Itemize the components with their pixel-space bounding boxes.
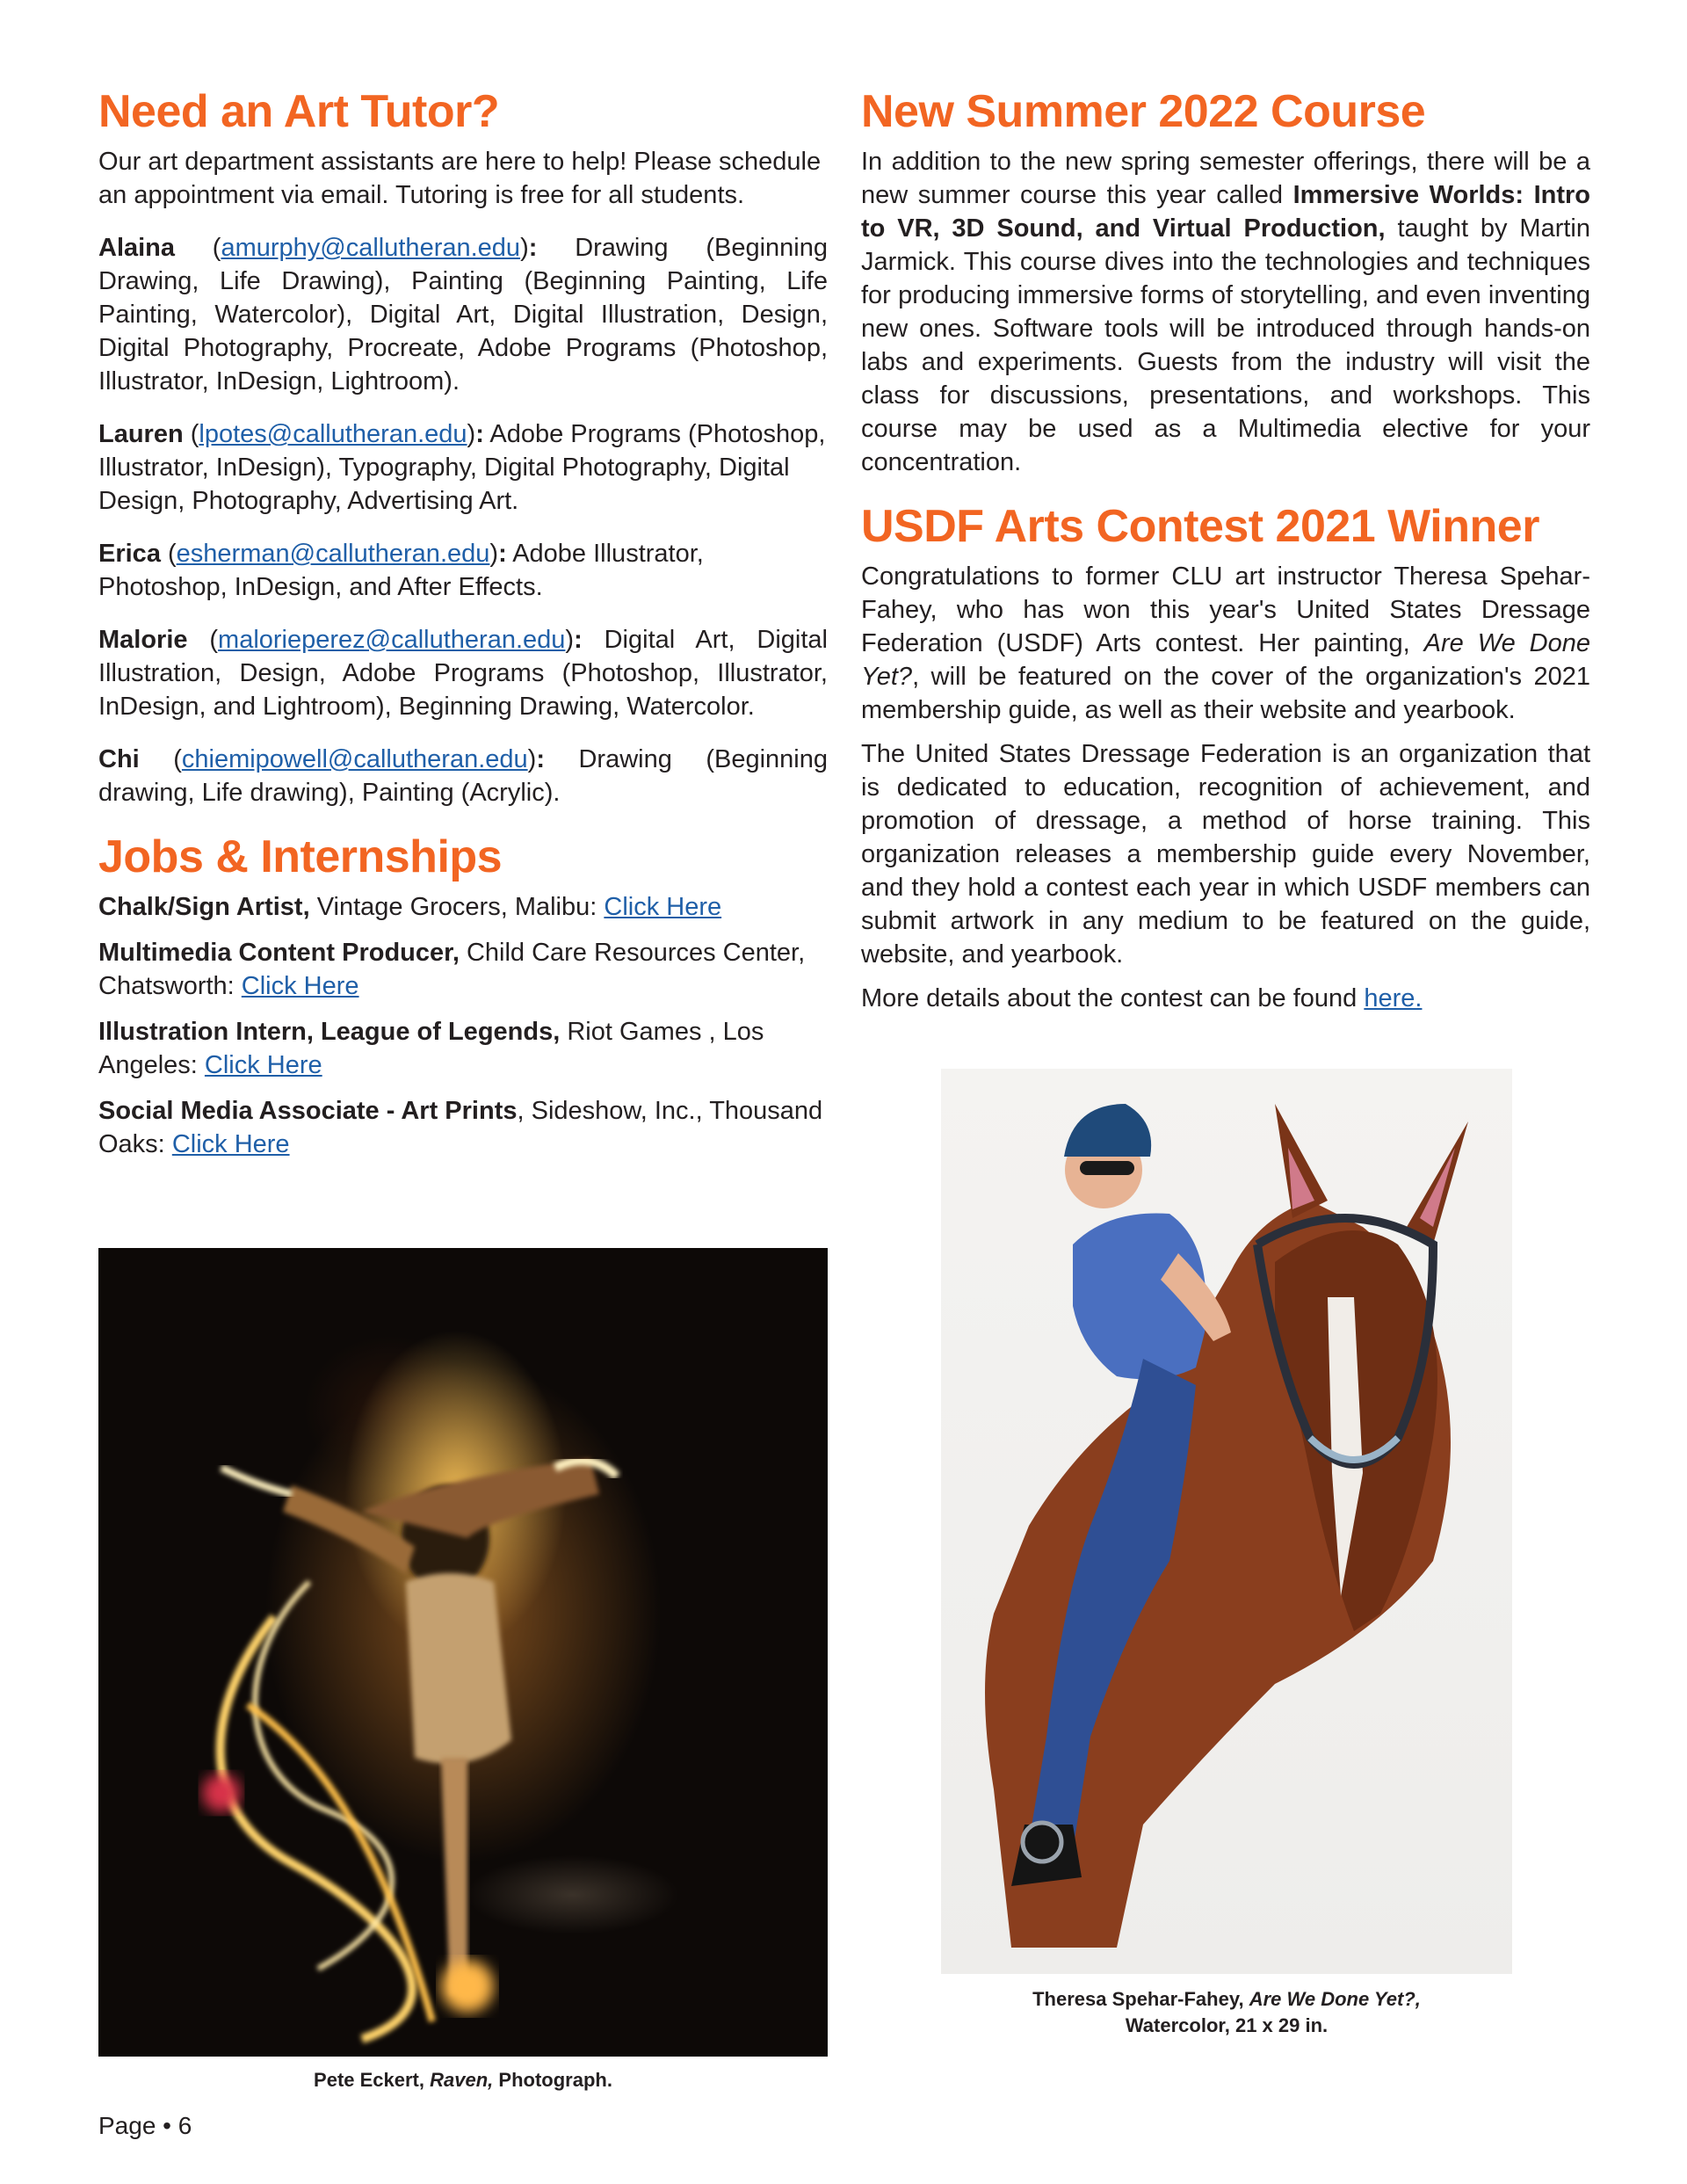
page-number: Page • 6 [98,2112,192,2139]
left-column [98,83,828,1173]
tutor-name: Erica [98,540,161,568]
tutor-name: Lauren [98,420,184,448]
caption-title: Are We Done Yet?, [1249,1988,1421,2010]
tutor-subjects: Drawing (Beginning drawing, Life drawing), Painting (Acrylic). [98,745,829,807]
course-description [861,145,1590,479]
tutor-name: Alaina [98,234,176,262]
caption-artist: Pete Eckert, [314,2069,424,2091]
raven-photograph [98,1248,828,2057]
job-item [98,1015,828,1082]
contest-section [861,498,1590,1015]
jobs-section [98,829,828,1161]
caption-title: Raven, [430,2069,494,2091]
course-heading: New Summer 2022 Course [861,86,1426,137]
job-title: Multimedia Content Producer, [98,939,460,967]
tutor-entry: Lauren (lpotes@callutheran.edu): Adobe Programs (Photoshop, Illustrator, InDesign), Typography, Digital Photography, Digital Design, Photography, Advertising Art. [98,420,826,515]
job-link[interactable]: Click Here [171,1130,290,1158]
contest-details-link[interactable]: here. [1364,984,1423,1012]
job-item [98,890,828,924]
caption-artist: Theresa Spehar-Fahey, [1032,1988,1244,2010]
painting-title: Are We Done Yet? [861,629,1590,691]
tutor-name: Malorie [98,626,188,654]
job-details: Child Care Resources Center, Chatsworth: [98,939,806,1000]
caption-medium: Watercolor, 21 x 29 in. [1125,2014,1329,2036]
job-title: Social Media Associate - Art Prints [98,1097,518,1125]
jobs-heading: Jobs & Internships [98,831,503,882]
job-link[interactable]: Click Here [604,893,722,921]
tutor-entry: Chi (chiemipowell@callutheran.edu): Drawing (Beginning drawing, Life drawing), Painting (Acrylic). [98,745,829,807]
tutor-section [98,83,828,809]
tutor-subjects: Digital Art, Digital Illustration, Design, Adobe Programs (Photoshop, Illustrator, InDesign, and Lightroom), Beginning Drawing, Watercolor. [98,626,828,721]
rider-on-horse-illustration [941,1069,1512,1974]
job-details: Vintage Grocers, Malibu: [316,893,597,921]
job-link[interactable]: Click Here [241,972,359,1000]
light-painting-figure [98,1248,828,2057]
job-details: , Sideshow, Inc., Thousand Oaks: [98,1097,823,1158]
contest-paragraph: The United States Dressage Federation is an organization that is dedicated to education, recognition of achievement, and promotion of dressage, a method of horse training. This organization releases a membership guide every November, and they hold a contest each year in which USDF members can submit artwork in any medium to be featured on the guide, website, and yearbook. [861,740,1590,969]
caption-medium: Photograph. [498,2069,612,2091]
horse-watercolor-painting [941,1069,1512,1974]
tutor-email-link[interactable]: malorieperez@callutheran.edu [218,626,566,654]
tutor-email-link[interactable]: esherman@callutheran.edu [176,540,490,568]
job-details: Riot Games , Los Angeles: [98,1018,764,1079]
job-title: Illustration Intern, League of Legends, [98,1018,561,1046]
right-column [861,83,1590,1034]
job-title: Chalk/Sign Artist, [98,893,310,921]
tutor-entry: Malorie (malorieperez@callutheran.edu): Digital Art, Digital Illustration, Design, Adobe Programs (Photoshop, Illustrator, InDesign, and Lightroom), Beginning Drawing, Watercolor. [98,626,828,721]
contest-paragraph [861,982,1590,1015]
contest-heading: USDF Arts Contest 2021 Winner [861,501,1539,552]
contest-text: More details about the contest can be found [861,984,1358,1012]
horse-caption [941,1986,1512,2039]
job-link[interactable]: Click Here [204,1051,322,1079]
course-section [861,83,1590,479]
contest-text: , will be featured on the cover of the organization's 2021 membership guide, as well as their website and yearbook. [861,663,1590,724]
tutor-email-link[interactable]: lpotes@callutheran.edu [199,420,467,448]
course-text: In addition to the new spring semester offerings, there will be a new summer course this year called [861,148,1590,209]
contest-text: Congratulations to former CLU art instructor Theresa Spehar-Fahey, who has won this year's United States Dressage Federation (USDF) Arts contest. Her painting, [861,562,1590,657]
tutor-intro: Our art department assistants are here to help! Please schedule an appointment via email. Tutoring is free for all students. [98,148,822,209]
course-text: taught by Martin Jarmick. This course dives into the technologies and techniques for producing immersive forms of storytelling, and even inventing new ones. Software tools will be introduced through hands-on labs and experiments. Guests from the industry will visit the class for discussions, presentations, and workshops. This course may be used as a Multimedia elective for your concentration. [861,214,1590,476]
course-title: Immersive Worlds: Intro to VR, 3D Sound, and Virtual Production, [861,181,1591,243]
contest-paragraph [861,560,1590,727]
tutor-heading: Need an Art Tutor? [98,86,500,137]
tutor-subjects: Drawing (Beginning Drawing, Life Drawing), Painting (Beginning Painting, Life Painting, Watercolor), Digital Art, Digital Illustration, Design, Digital Photography, Procreate, Adobe Programs (Photoshop, Illustrator, InDesign, Lightroom). [98,234,828,395]
tutor-name: Chi [98,745,140,773]
tutor-subjects: Adobe Illustrator, Photoshop, InDesign, and After Effects. [98,540,704,601]
tutor-entry: Alaina (amurphy@callutheran.edu): Drawing (Beginning Drawing, Life Drawing), Painting (Beginning Painting, Life Painting, Watercolor), Digital Art, Digital Illustration, Design, Digital Photography, Procreate, Adobe Programs (Photoshop, Illustrator, InDesign, Lightroom). [98,234,828,395]
tutor-subjects: Adobe Programs (Photoshop, Illustrator, InDesign), Typography, Digital Photography, Digital Design, Photography, Advertising Art. [98,420,826,515]
tutor-email-link[interactable]: chiemipowell@callutheran.edu [181,745,528,773]
job-item [98,1094,828,1161]
tutor-email-link[interactable]: amurphy@callutheran.edu [221,234,521,262]
job-item [98,936,828,1003]
raven-caption [98,2067,828,2093]
tutor-entry: Erica (esherman@callutheran.edu): Adobe Illustrator, Photoshop, InDesign, and After Effects. [98,540,704,601]
